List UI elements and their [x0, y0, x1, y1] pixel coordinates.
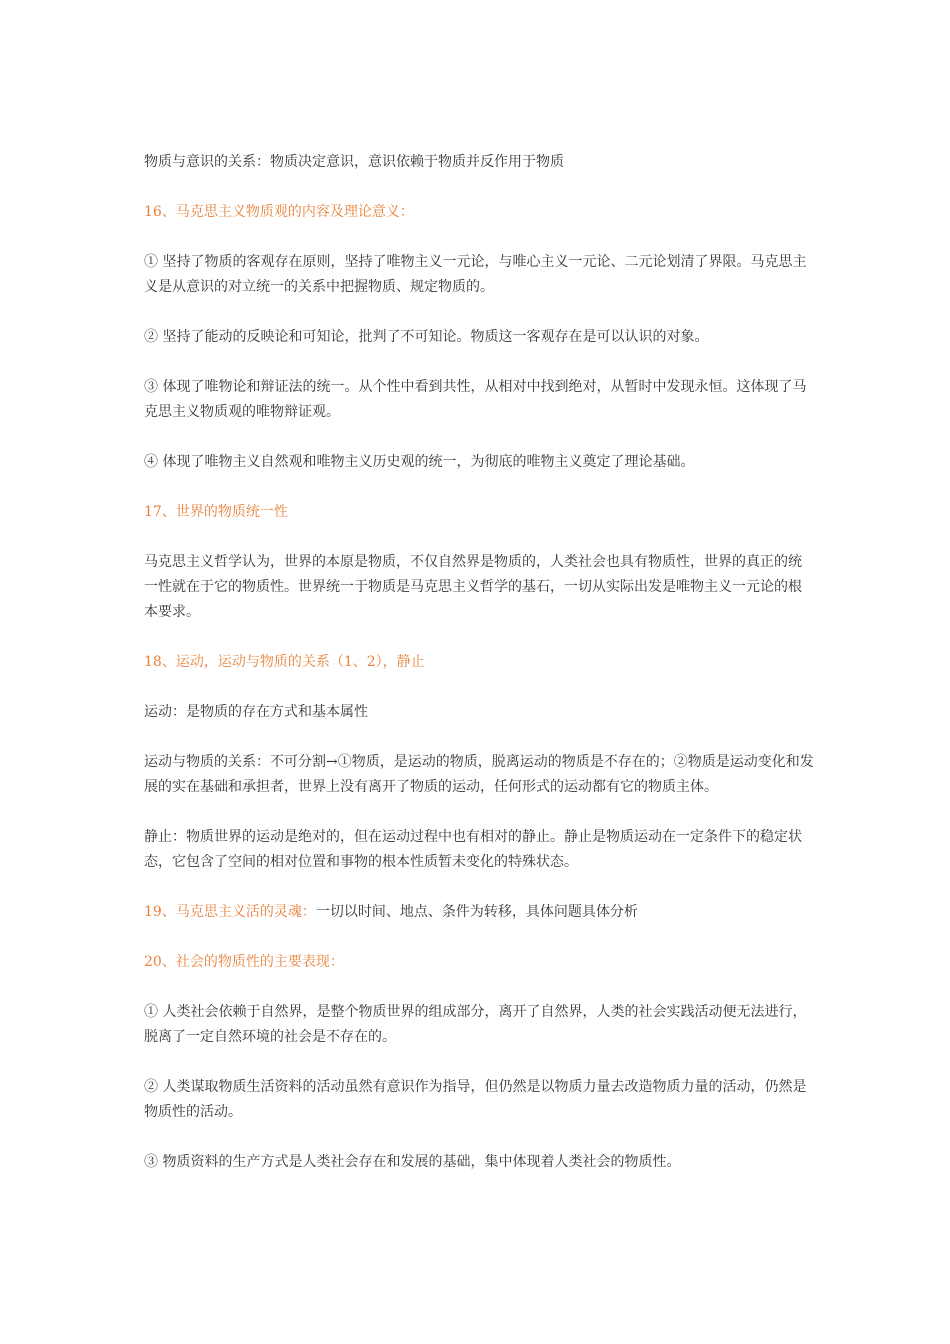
heading-16: 16、马克思主义物质观的内容及理论意义：	[144, 204, 414, 220]
paragraph-16-4: ④ 体现了唯物主义自然观和唯物主义历史观的统一，为彻底的唯物主义奠定了理论基础。	[144, 454, 695, 470]
paragraph-16-3: ③ 体现了唯物论和辩证法的统一。从个性中看到共性，从相对中找到绝对，从暂时中发现永恒。这体现了马克思主义物质观的唯物辩证观。	[144, 379, 807, 420]
paragraph-19	[144, 900, 814, 925]
paragraph-18-3: 静止：物质世界的运动是绝对的，但在运动过程中也有相对的静止。静止是物质运动在一定条件下的稳定状态，它包含了空间的相对位置和事物的根本性质暂未变化的特殊状态。	[144, 829, 802, 870]
paragraph-18-2: 运动与物质的关系：不可分割→①物质，是运动的物质，脱离运动的物质是不存在的；②物质是运动变化和发展的实在基础和承担者，世界上没有离开了物质的运动，任何形式的运动都有它的物质主体。	[144, 754, 814, 795]
heading-19: 19、马克思主义活的灵魂：	[144, 904, 316, 920]
paragraph-matter-consciousness: 物质与意识的关系：物质决定意识，意识依赖于物质并反作用于物质	[144, 154, 564, 170]
heading-18: 18、运动，运动与物质的关系（1、2），静止	[144, 654, 425, 670]
paragraph-16-2: ② 坚持了能动的反映论和可知论，批判了不可知论。物质这一客观存在是可以认识的对象。	[144, 329, 709, 345]
paragraph-20-3: ③ 物质资料的生产方式是人类社会存在和发展的基础，集中体现着人类社会的物质性。	[144, 1154, 681, 1170]
paragraph-16-1: ① 坚持了物质的客观存在原则，坚持了唯物主义一元论，与唯心主义一元论、二元论划清了界限。马克思主义是从意识的对立统一的关系中把握物质、规定物质的。	[144, 254, 807, 295]
paragraph-20-2: ② 人类谋取物质生活资料的活动虽然有意识作为指导，但仍然是以物质力量去改造物质力量的活动，仍然是物质性的活动。	[144, 1079, 807, 1120]
paragraph-20-1: ① 人类社会依赖于自然界，是整个物质世界的组成部分，离开了自然界，人类的社会实践活动便无法进行，脱离了一定自然环境的社会是不存在的。	[144, 1004, 807, 1045]
document-body	[144, 150, 814, 1200]
paragraph-19-text: 一切以时间、地点、条件为转移，具体问题具体分析	[315, 904, 638, 920]
paragraph-18-1: 运动：是物质的存在方式和基本属性	[144, 704, 368, 720]
heading-20: 20、社会的物质性的主要表现：	[144, 954, 344, 970]
paragraph-17: 马克思主义哲学认为，世界的本原是物质，不仅自然界是物质的，人类社会也具有物质性，世界的真正的统一性就在于它的物质性。世界统一于物质是马克思主义哲学的基石，一切从实际出发是唯物主义一元论的根本要求。	[144, 554, 802, 620]
heading-17: 17、世界的物质统一性	[144, 504, 288, 520]
